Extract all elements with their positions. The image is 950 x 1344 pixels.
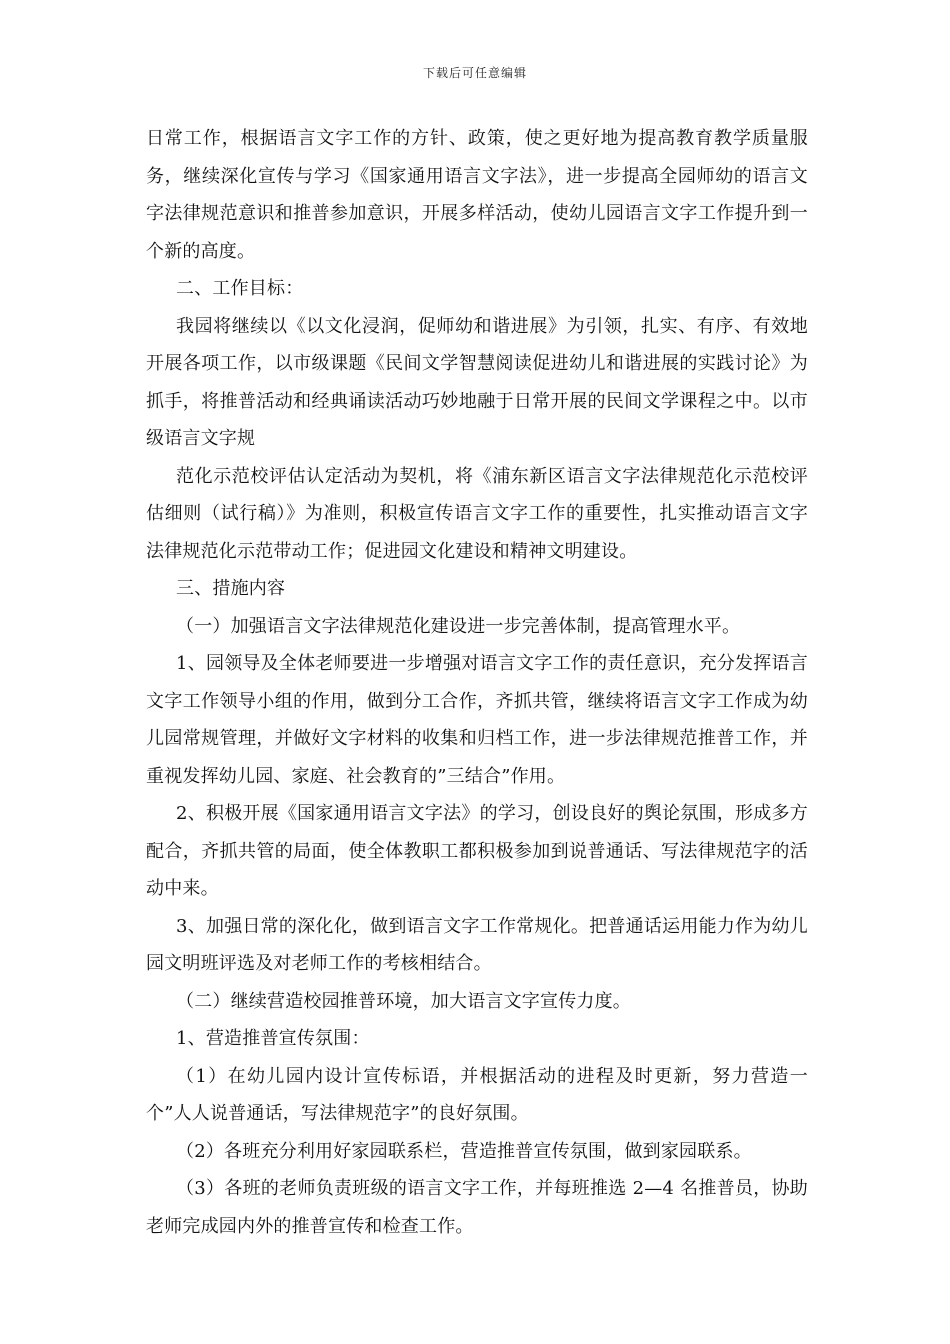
section-heading-measures: 三、措施内容: [176, 578, 286, 599]
paragraph-8: 2、积极开展《国家通用语言文字法》的学习，创设良好的舆论氛围，形成多方配合，齐抓共管的局面，使全体教职工都积极参加到说普通话、写法律规范字的活动中来。: [146, 803, 808, 899]
paragraph-11: 1、营造推普宣传氛围：: [176, 1028, 370, 1049]
subsection-heading-2: （二）继续营造校园推普环境，加大语言文字宣传力度。: [176, 990, 631, 1012]
section-heading-goals: 二、工作目标：: [176, 278, 304, 299]
paragraph-7: 1、园领导及全体老师要进一步增强对语言文字工作的责任意识，充分发挥语言文字工作领导小组的作用，做到分工合作，齐抓共管，继续将语言文字工作成为幼儿园常规管理，并做好文字材料的收集和归档工作，进一步法律规范推普工作，并重视发挥幼儿园、家庭、社会教育的”三结合”作用。: [146, 653, 808, 787]
paragraph-13: （2）各班充分利用好家园联系栏，营造推普宣传氛围，做到家园联系。: [176, 1140, 752, 1162]
subsection-heading-1: （一）加强语言文字法律规范化建设进一步完善体制，提高管理水平。: [176, 615, 741, 637]
page-header: 下载后可任意编辑: [422, 66, 527, 80]
paragraph-3: 我园将继续以《以文化浸润，促师幼和谐进展》为引领，扎实、有序、有效地开展各项工作，以市级课题《民间文学智慧阅读促进幼儿和谐进展的实践讨论》为抓手，将推普活动和经典诵读活动巧妙地融于日常开展的民间文学课程之中。以市级语言文字规: [146, 315, 808, 449]
paragraph-12: （1）在幼儿园内设计宣传标语，并根据活动的进程及时更新，努力营造一个”人人说普通话，写法律规范字”的良好氛围。: [146, 1065, 808, 1124]
paragraph-14: （3）各班的老师负责班级的语言文字工作，并每班推选 2—4 名推普员，协助老师完成园内外的推普宣传和检查工作。: [146, 1178, 808, 1237]
paragraph-4: 范化示范校评估认定活动为契机，将《浦东新区语言文字法律规范化示范校评估细则（试行稿）》为准则，积极宣传语言文字工作的重要性，扎实推动语言文字法律规范化示范带动工作；促进园文化建设和精神文明建设。: [146, 465, 808, 562]
paragraph-1: 日常工作，根据语言文字工作的方针、政策，使之更好地为提高教育教学质量服务，继续深化宣传与学习《国家通用语言文字法》，进一步提高全园师幼的语言文字法律规范意识和推普参加意识，开展多样活动，使幼儿园语言文字工作提升到一个新的高度。: [146, 128, 808, 262]
document-body: [146, 120, 808, 1245]
paragraph-9: 3、加强日常的深化化，做到语言文字工作常规化。把普通话运用能力作为幼儿园文明班评选及对老师工作的考核相结合。: [146, 915, 808, 974]
